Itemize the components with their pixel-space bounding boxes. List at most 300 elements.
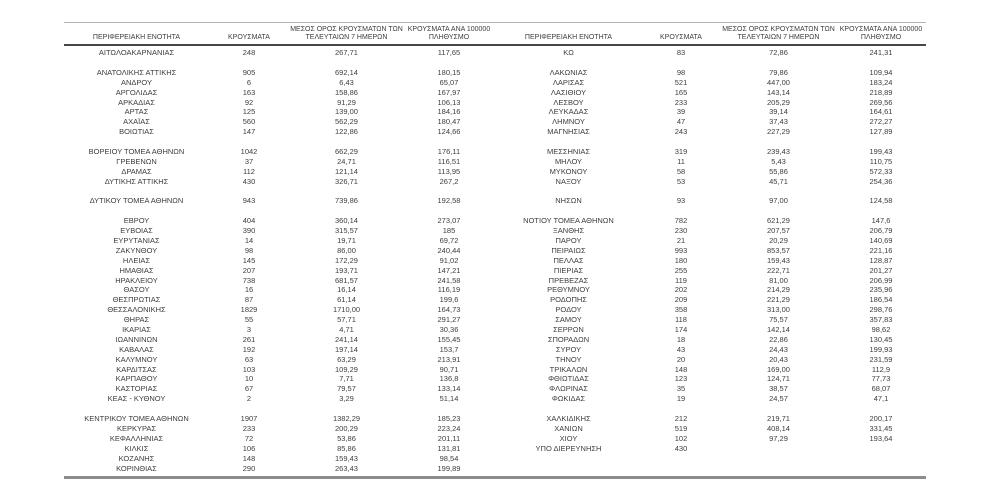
cases-cell: 53 [676, 176, 686, 186]
region-name-cell: ΘΑΣΟΥ [123, 285, 150, 295]
region-name-cell: ΚΕΝΤΡΙΚΟΥ ΤΟΜΕΑ ΑΘΗΝΩΝ [84, 414, 189, 424]
per100k-cell: 180,47 [437, 117, 461, 127]
table-spacer-row [64, 137, 494, 147]
region-name-cell: ΛΑΚΩΝΙΑΣ [549, 67, 588, 77]
region-name-cell: ΤΡΙΚΑΛΩΝ [549, 364, 588, 374]
region-name-cell: ΛΗΜΝΟΥ [552, 117, 585, 127]
avg7-cell: 207,57 [767, 226, 790, 236]
table-row [64, 365, 494, 375]
region-name-cell: ΚΕΦΑΛΛΗΝΙΑΣ [109, 433, 164, 443]
table-header-left [64, 26, 494, 44]
cases-cell: 103 [242, 364, 256, 374]
per100k-cell: 357,83 [869, 315, 893, 325]
table-row [496, 216, 926, 226]
region-name-cell: ΡΕΘΥΜΝΟΥ [547, 285, 590, 295]
avg7-cell: 139,00 [335, 107, 358, 117]
region-name-cell: ΚΕΑΣ - ΚΥΘΝΟΥ [107, 394, 166, 404]
avg7-cell: 38,57 [769, 384, 788, 394]
per100k-cell: 155,45 [437, 334, 461, 344]
table-row [64, 127, 494, 137]
per100k-cell: 235,96 [869, 285, 893, 295]
cases-cell: 6 [246, 77, 252, 87]
table-spacer-row [496, 187, 926, 197]
per100k-cell: 112,9 [871, 364, 891, 374]
cases-cell: 47 [676, 117, 686, 127]
avg7-cell: 219,71 [767, 414, 790, 424]
header-region: ΠΕΡΙΦΕΡΕΙΑΚΗ ΕΝΟΤΗΤΑ [524, 34, 613, 42]
cases-cell: 67 [244, 384, 254, 394]
table-row [64, 147, 494, 157]
per100k-cell: 147,6 [871, 216, 891, 226]
region-name-cell: ΑΝΔΡΟΥ [120, 77, 153, 87]
table-row [64, 48, 494, 58]
per100k-cell: 572,33 [869, 166, 893, 176]
per100k-cell: 200,17 [869, 414, 893, 424]
cases-cell: 1907 [240, 414, 258, 424]
region-name-cell: ΚΙΛΚΙΣ [124, 443, 149, 453]
per100k-cell: 106,13 [437, 97, 461, 107]
region-name-cell: ΓΡΕΒΕΝΩΝ [116, 156, 157, 166]
per100k-cell: 254,36 [869, 176, 893, 186]
avg7-cell: 122,86 [335, 127, 358, 137]
region-name-cell: ΙΚΑΡΙΑΣ [122, 325, 151, 335]
avg7-cell: 75,57 [769, 315, 788, 325]
regional-cases-table [64, 22, 926, 479]
per100k-cell: 223,24 [437, 423, 461, 433]
table-row [496, 157, 926, 167]
avg7-cell: 124,71 [767, 374, 790, 384]
region-name-cell: ΗΛΕΙΑΣ [122, 255, 151, 265]
per100k-cell: 117,65 [437, 48, 461, 58]
avg7-cell: 315,57 [335, 226, 358, 236]
cases-cell: 16 [244, 285, 254, 295]
avg7-cell: 1382,29 [332, 414, 361, 424]
cases-cell: 35 [676, 384, 686, 394]
region-name-cell: ΝΟΤΙΟΥ ΤΟΜΕΑ ΑΘΗΝΩΝ [523, 216, 614, 226]
cases-cell: 430 [242, 176, 256, 186]
table-row [64, 256, 494, 266]
avg7-cell: 227,29 [767, 127, 790, 137]
table-row [64, 117, 494, 127]
avg7-cell: 81,00 [769, 275, 788, 285]
region-name-cell: ΛΑΣΙΘΙΟΥ [550, 87, 587, 97]
per100k-cell: 193,64 [869, 433, 893, 443]
avg7-cell: 158,86 [335, 87, 358, 97]
cases-cell: 14 [244, 236, 254, 246]
per100k-cell: 273,07 [437, 216, 461, 226]
cases-cell: 119 [675, 275, 687, 285]
avg7-cell: 159,43 [335, 453, 358, 463]
per100k-cell: 298,76 [869, 305, 893, 315]
avg7-cell: 3,29 [339, 394, 354, 404]
avg7-cell: 55,86 [769, 166, 788, 176]
region-name-cell: ΔΡΑΜΑΣ [121, 166, 152, 176]
avg7-cell: 97,00 [769, 196, 788, 206]
per100k-cell [836, 444, 926, 454]
cases-cell: 782 [674, 216, 688, 226]
cases-cell: 233 [242, 423, 256, 433]
table-row [64, 414, 494, 424]
header-avg7: ΜΕΣΟΣ ΟΡΟΣ ΚΡΟΥΣΜΑΤΩΝ ΤΩΝ ΤΕΛΕΥΤΑΙΩΝ 7 ΗΜΕΡΩΝ [290, 26, 403, 42]
per100k-cell: 184,16 [437, 107, 461, 117]
table-row [496, 266, 926, 276]
avg7-cell: 61,14 [337, 295, 356, 305]
per100k-cell: 127,89 [869, 127, 893, 137]
per100k-cell: 241,31 [869, 48, 893, 58]
cases-cell: 207 [242, 265, 256, 275]
avg7-cell: 4,71 [339, 325, 354, 335]
per100k-cell: 206,79 [869, 226, 893, 236]
cases-cell: 248 [242, 48, 256, 58]
per100k-cell: 30,36 [439, 325, 459, 335]
table-row [64, 236, 494, 246]
avg7-cell: 562,29 [335, 117, 358, 127]
per100k-cell: 140,69 [869, 236, 893, 246]
table-row [64, 345, 494, 355]
region-name-cell: ΕΥΒΟΙΑΣ [120, 226, 153, 236]
cases-cell: 261 [242, 334, 256, 344]
table-row [64, 276, 494, 286]
per100k-cell: 136,8 [439, 374, 459, 384]
per100k-cell: 124,58 [869, 196, 893, 206]
avg7-cell: 241,14 [335, 334, 358, 344]
region-name-cell: ΒΟΙΩΤΙΑΣ [119, 127, 154, 137]
per100k-cell: 68,07 [871, 384, 891, 394]
header-region: ΠΕΡΙΦΕΡΕΙΑΚΗ ΕΝΟΤΗΤΑ [92, 34, 181, 42]
table-row [496, 444, 926, 454]
table-row [496, 384, 926, 394]
cases-cell: 519 [674, 423, 688, 433]
table-row [64, 177, 494, 187]
table-row [496, 285, 926, 295]
region-name-cell: ΘΕΣΠΡΩΤΙΑΣ [112, 295, 161, 305]
cases-cell: 521 [674, 77, 688, 87]
region-name-cell: ΑΡΓΟΛΙΔΑΣ [115, 87, 158, 97]
cases-cell: 3 [246, 325, 252, 335]
per100k-cell: 98,54 [439, 453, 459, 463]
region-name-cell: ΜΑΓΝΗΣΙΑΣ [547, 127, 590, 137]
header-cases: ΚΡΟΥΣΜΑΤΑ [660, 34, 702, 42]
avg7-cell: 447,00 [767, 77, 790, 87]
per100k-cell: 199,93 [869, 344, 893, 354]
table-row [496, 355, 926, 365]
table-row [496, 78, 926, 88]
avg7-cell: 53,86 [337, 433, 356, 443]
table-row [496, 256, 926, 266]
table-row [64, 285, 494, 295]
table-header [64, 23, 926, 46]
avg7-cell: 97,29 [769, 433, 788, 443]
cases-cell: 72 [244, 433, 254, 443]
region-name-cell: ΦΘΙΩΤΙΔΑΣ [548, 374, 589, 384]
per100k-cell: 69,72 [439, 236, 459, 246]
avg7-cell: 22,86 [769, 334, 788, 344]
cases-cell: 93 [676, 196, 686, 206]
region-name-cell: ΧΑΛΚΙΔΙΚΗΣ [546, 414, 591, 424]
region-name-cell: ΑΡΤΑΣ [124, 107, 149, 117]
cases-cell: 290 [242, 463, 256, 473]
table-row [64, 107, 494, 117]
region-name-cell: ΚΟΖΑΝΗΣ [118, 453, 155, 463]
cases-cell: 92 [244, 97, 254, 107]
per100k-cell: 77,73 [871, 374, 891, 384]
region-name-cell: ΜΥΚΟΝΟΥ [549, 166, 588, 176]
cases-cell: 230 [674, 226, 688, 236]
table-row [496, 196, 926, 206]
avg7-cell: 24,43 [769, 344, 788, 354]
avg7-cell: 85,86 [337, 443, 356, 453]
cases-cell: 125 [242, 107, 256, 117]
cases-cell: 255 [674, 265, 688, 275]
table-spacer-row [64, 206, 494, 216]
table-row [496, 127, 926, 137]
cases-cell: 55 [244, 315, 254, 325]
per100k-cell: 113,95 [437, 166, 461, 176]
region-name-cell: ΤΗΝΟΥ [555, 354, 582, 364]
cases-cell: 430 [674, 443, 688, 453]
cases-cell: 145 [242, 255, 256, 265]
table-row [496, 345, 926, 355]
avg7-cell: 20,43 [769, 354, 788, 364]
avg7-cell: 109,29 [335, 364, 358, 374]
table-row [64, 226, 494, 236]
region-name-cell: ΚΑΒΑΛΑΣ [119, 344, 154, 354]
table-row [496, 335, 926, 345]
cases-cell: 905 [242, 67, 256, 77]
cases-cell: 180 [674, 255, 688, 265]
region-name-cell: ΧΙΟΥ [559, 433, 578, 443]
header-avg7: ΜΕΣΟΣ ΟΡΟΣ ΚΡΟΥΣΜΑΤΩΝ ΤΩΝ ΤΕΛΕΥΤΑΙΩΝ 7 ΗΜΕΡΩΝ [722, 26, 835, 42]
per100k-cell: 192,58 [437, 196, 461, 206]
region-name-cell: ΞΑΝΘΗΣ [552, 226, 585, 236]
avg7-cell: 172,29 [335, 255, 358, 265]
table-row [64, 78, 494, 88]
table-body-right [496, 48, 926, 474]
cases-cell: 10 [244, 374, 254, 384]
region-name-cell: ΗΡΑΚΛΕΙΟΥ [115, 275, 158, 285]
per100k-cell: 201,11 [437, 433, 461, 443]
avg7-cell: 79,57 [337, 384, 356, 394]
table-row [64, 394, 494, 404]
cases-cell: 98 [244, 245, 254, 255]
cases-cell: 163 [242, 87, 256, 97]
table-row [64, 167, 494, 177]
per100k-cell: 133,14 [437, 384, 461, 394]
avg7-cell: 169,00 [767, 364, 790, 374]
cases-cell: 37 [244, 156, 254, 166]
table-row [496, 374, 926, 384]
cases-cell: 118 [675, 315, 687, 325]
per100k-cell: 231,59 [869, 354, 893, 364]
per100k-cell: 331,45 [869, 423, 893, 433]
cases-cell: 39 [676, 107, 686, 117]
per100k-cell: 269,56 [869, 97, 893, 107]
table-row [496, 414, 926, 424]
table-row [64, 216, 494, 226]
avg7-cell: 200,29 [335, 423, 358, 433]
region-name-cell: ΗΜΑΘΙΑΣ [119, 265, 154, 275]
table-row [64, 335, 494, 345]
per100k-cell: 131,81 [437, 443, 461, 453]
region-name-cell: ΕΥΡΥΤΑΝΙΑΣ [113, 236, 160, 246]
avg7-cell: 853,57 [767, 245, 790, 255]
avg7-cell: 45,71 [769, 176, 788, 186]
cases-cell: 993 [674, 245, 688, 255]
region-name-cell: ΧΑΝΙΩΝ [554, 423, 583, 433]
region-name-cell: ΥΠΟ ΔΙΕΡΕΥΝΗΣΗ [535, 443, 602, 453]
avg7-cell: 79,86 [769, 67, 788, 77]
region-name-cell: ΠΕΛΛΑΣ [553, 255, 584, 265]
table-row [496, 276, 926, 286]
table-spacer-row [496, 58, 926, 68]
cases-cell: 98 [676, 67, 686, 77]
table-row [496, 305, 926, 315]
avg7-cell: 681,57 [335, 275, 358, 285]
avg7-cell: 19,71 [337, 236, 356, 246]
per100k-cell: 164,73 [437, 305, 461, 315]
per100k-cell: 201,27 [869, 265, 893, 275]
avg7-cell: 193,71 [335, 265, 358, 275]
table-row [64, 88, 494, 98]
avg7-cell: 239,43 [767, 147, 790, 156]
table-row [496, 98, 926, 108]
cases-cell: 112 [243, 166, 255, 176]
per100k-cell: 147,21 [437, 265, 461, 275]
cases-cell: 174 [674, 325, 688, 335]
avg7-cell: 739,86 [335, 196, 358, 206]
cases-cell: 21 [676, 236, 686, 246]
table-row [496, 68, 926, 78]
avg7-cell: 39,14 [769, 107, 788, 117]
cases-cell: 1829 [240, 305, 258, 315]
table-spacer-row [496, 137, 926, 147]
table-row [496, 295, 926, 305]
table-spacer-row [496, 404, 926, 414]
table-row [496, 424, 926, 434]
region-name-cell: ΠΕΙΡΑΙΩΣ [551, 245, 586, 255]
region-name-cell: ΦΛΩΡΙΝΑΣ [549, 384, 588, 394]
cases-cell: 358 [674, 305, 688, 315]
table-row [496, 88, 926, 98]
table-row [64, 355, 494, 365]
per100k-cell: 124,66 [437, 127, 461, 137]
cases-cell: 165 [674, 87, 688, 97]
cases-cell: 20 [676, 354, 686, 364]
cases-cell: 11 [677, 156, 685, 166]
cases-cell: 19 [676, 394, 686, 404]
per100k-cell: 128,87 [869, 255, 893, 265]
per100k-cell: 51,14 [439, 394, 459, 404]
avg7-cell: 86,00 [337, 245, 356, 255]
per100k-cell: 130,45 [869, 334, 893, 344]
per100k-cell: 109,94 [869, 67, 893, 77]
table-row [496, 434, 926, 444]
region-name-cell: ΒΟΡΕΙΟΥ ΤΟΜΕΑ ΑΘΗΝΩΝ [88, 147, 185, 156]
region-name-cell: ΠΑΡΟΥ [555, 236, 582, 246]
table-row [496, 365, 926, 375]
table-row [64, 98, 494, 108]
avg7-cell: 662,29 [335, 147, 358, 156]
table-row [64, 325, 494, 335]
avg7-cell: 5,43 [771, 156, 786, 166]
cases-cell: 390 [242, 226, 256, 236]
table-row [64, 464, 494, 474]
cases-cell: 1042 [240, 147, 258, 156]
region-name-cell: ΚΩ [563, 48, 574, 58]
region-name-cell: ΚΑΡΔΙΤΣΑΣ [116, 364, 157, 374]
per100k-cell: 240,44 [437, 245, 461, 255]
cases-cell: 209 [674, 295, 688, 305]
cases-cell: 147 [242, 127, 256, 137]
per100k-cell: 186,54 [869, 295, 893, 305]
avg7-cell: 326,71 [335, 176, 358, 186]
table-row [64, 246, 494, 256]
cases-cell: 58 [676, 166, 686, 176]
table-row [64, 424, 494, 434]
region-name-cell: ΛΑΡΙΣΑΣ [552, 77, 585, 87]
avg7-cell: 621,29 [767, 216, 790, 226]
avg7-cell: 222,71 [767, 265, 790, 275]
avg7-cell: 7,71 [339, 374, 354, 384]
per100k-cell: 90,71 [439, 364, 459, 374]
region-name-cell: ΛΕΣΒΟΥ [553, 97, 584, 107]
table-row [64, 68, 494, 78]
region-name-cell: ΛΕΥΚΑΔΑΣ [548, 107, 589, 117]
region-name-cell: ΝΑΞΟΥ [555, 176, 582, 186]
table-row [496, 226, 926, 236]
region-name-cell: ΑΝΑΤΟΛΙΚΗΣ ΑΤΤΙΚΗΣ [96, 67, 177, 77]
avg7-cell: 6,43 [339, 77, 354, 87]
per100k-cell: 116,51 [437, 156, 461, 166]
cases-cell: 102 [674, 433, 688, 443]
cases-cell: 202 [674, 285, 688, 295]
per100k-cell: 206,99 [869, 275, 893, 285]
cases-cell: 148 [674, 364, 688, 374]
region-name-cell: ΚΟΡΙΝΘΙΑΣ [116, 463, 157, 473]
region-name-cell: ΠΡΕΒΕΖΑΣ [548, 275, 589, 285]
avg7-cell: 221,29 [767, 295, 790, 305]
header-per100k: ΚΡΟΥΣΜΑΤΑ ΑΝΑ 100000 ΠΛΗΘΥΣΜΟ [839, 26, 923, 42]
per100k-cell: 176,11 [437, 147, 461, 156]
table-spacer-row [64, 187, 494, 197]
table-header-right [496, 26, 926, 44]
region-name-cell: ΙΩΑΝΝΙΝΩΝ [115, 334, 158, 344]
cases-cell: 2 [246, 394, 252, 404]
avg7-cell: 16,14 [337, 285, 356, 295]
avg7-cell: 57,71 [337, 315, 356, 325]
region-name-cell: ΕΒΡΟΥ [123, 216, 150, 226]
per100k-cell: 153,7 [439, 344, 459, 354]
table-row [496, 177, 926, 187]
cases-cell: 233 [674, 97, 688, 107]
region-name-cell: ΘΗΡΑΣ [123, 315, 150, 325]
region-name-cell: ΡΟΔΟΥ [555, 305, 582, 315]
region-name-cell: ΡΟΔΟΠΗΣ [550, 295, 587, 305]
per100k-cell: 91,02 [439, 255, 459, 265]
avg7-cell: 24,57 [769, 394, 788, 404]
avg7-cell: 267,71 [335, 48, 358, 58]
region-name-cell: ΑΙΤΩΛΟΑΚΑΡΝΑΝΙΑΣ [98, 48, 175, 58]
header-per100k: ΚΡΟΥΣΜΑΤΑ ΑΝΑ 100000 ΠΛΗΘΥΣΜΟ [407, 26, 491, 42]
per100k-cell: 221,16 [869, 245, 893, 255]
table-row [64, 454, 494, 464]
region-name-cell: ΑΡΚΑΔΙΑΣ [118, 97, 155, 107]
cases-cell: 83 [676, 48, 686, 58]
region-name-cell: ΑΧΑΪΑΣ [123, 117, 150, 127]
table-row [496, 246, 926, 256]
region-name-cell: ΠΙΕΡΙΑΣ [553, 265, 584, 275]
avg7-cell: 142,14 [767, 325, 790, 335]
